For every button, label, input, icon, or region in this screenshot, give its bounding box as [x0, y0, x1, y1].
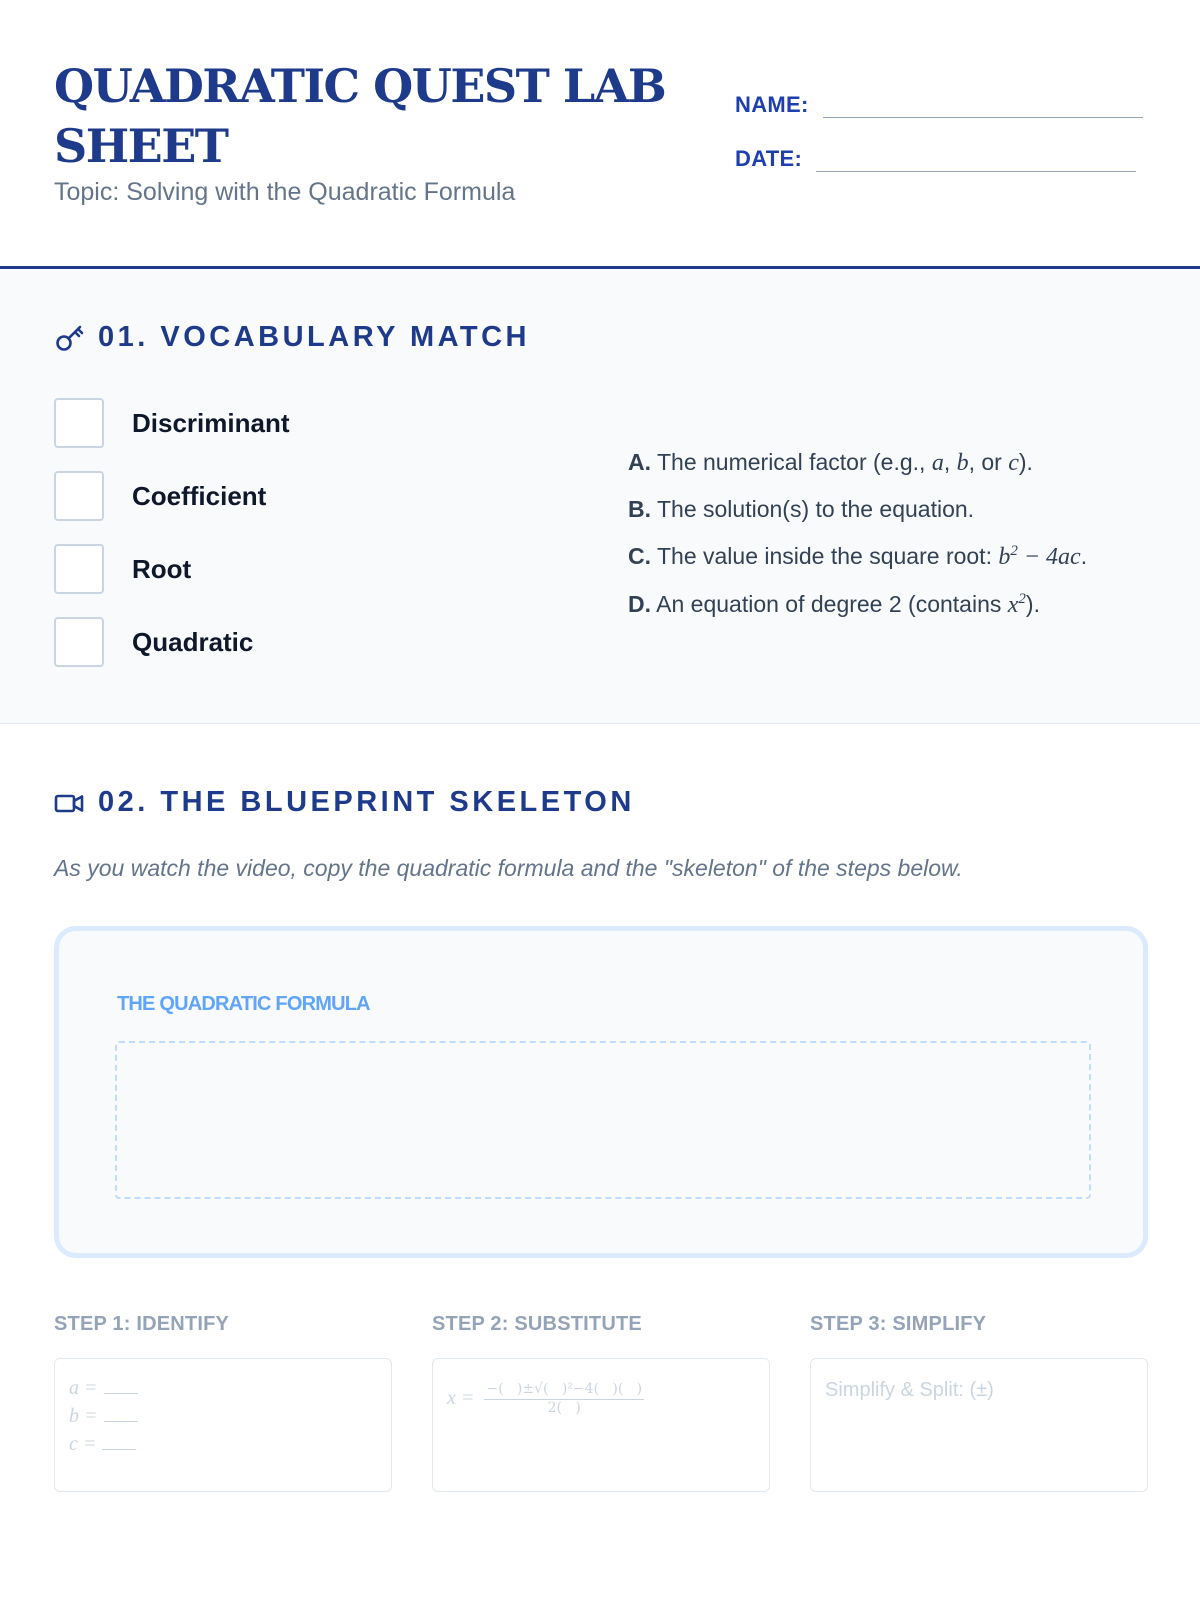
vocab-term: Root	[132, 553, 192, 584]
step-1-box[interactable]	[54, 1358, 392, 1492]
date-input-line[interactable]	[816, 147, 1136, 172]
formula-fraction	[484, 1381, 644, 1416]
identify-line: a =	[69, 1377, 138, 1400]
step-2-box[interactable]	[432, 1358, 770, 1492]
definition-text: , or	[968, 449, 1009, 475]
definition-text: The solution(s) to the equation.	[656, 496, 975, 522]
answer-box[interactable]	[54, 398, 104, 448]
vocab-item	[54, 398, 290, 448]
formula-lhs: x =	[447, 1387, 475, 1409]
vocab-item	[54, 617, 253, 667]
definition-text: ).	[1025, 591, 1040, 617]
substitute-template	[447, 1381, 644, 1416]
page-title: QUADRATIC QUEST LAB SHEET	[54, 59, 666, 173]
definition-text: An equation of degree 2 (contains	[656, 591, 1008, 617]
vocab-term: Coefficient	[132, 480, 267, 511]
date-field[interactable]	[735, 146, 1136, 172]
step-3-box[interactable]	[810, 1358, 1148, 1492]
definition-text: ).	[1018, 449, 1033, 475]
step-2-label: STEP 2: SUBSTITUTE	[432, 1313, 642, 1335]
simplify-hint: Simplify & Split: (±)	[825, 1379, 994, 1401]
definition-d	[628, 591, 1040, 619]
vocab-item	[54, 544, 191, 594]
definition-letter: B.	[628, 496, 651, 522]
identify-line: c =	[69, 1433, 136, 1456]
section-title: 01. VOCABULARY MATCH	[98, 321, 530, 353]
math-expression: $x^2$	[1007, 591, 1026, 618]
section-title: 02. THE BLUEPRINT SKELETON	[98, 786, 635, 818]
definition-text: The value inside the square root:	[656, 543, 999, 569]
step-1-label: STEP 1: IDENTIFY	[54, 1313, 230, 1335]
name-input-line[interactable]	[823, 93, 1143, 118]
math-var: c	[1008, 450, 1019, 476]
definition-letter: D.	[628, 591, 651, 617]
page-header	[0, 0, 1200, 269]
definition-c	[628, 543, 1087, 571]
date-label: DATE:	[735, 146, 803, 171]
key-icon	[54, 323, 84, 353]
vocab-term: Discriminant	[132, 407, 290, 438]
video-icon	[54, 788, 84, 818]
identify-line: b =	[69, 1405, 138, 1428]
vocab-term: Quadratic	[132, 626, 254, 657]
definition-text: .	[1080, 543, 1088, 569]
name-field[interactable]	[735, 92, 1143, 118]
vocab-item	[54, 471, 266, 521]
formula-write-area[interactable]	[115, 1041, 1091, 1199]
name-label: NAME:	[735, 92, 809, 117]
definition-letter: C.	[628, 543, 651, 569]
page-subtitle: Topic: Solving with the Quadratic Formula	[54, 178, 516, 206]
answer-box[interactable]	[54, 471, 104, 521]
answer-box[interactable]	[54, 544, 104, 594]
formula-label: THE QUADRATIC FORMULA	[117, 993, 370, 1015]
formula-denominator: 2( )	[547, 1400, 581, 1416]
definition-text: ,	[943, 449, 957, 475]
answer-box[interactable]	[54, 617, 104, 667]
section-instructions: As you watch the video, copy the quadratic formula and the "skeleton" of the steps below.	[54, 855, 963, 881]
formula-numerator: −( )±√( )²−4( )( )	[484, 1381, 644, 1400]
definition-letter: A.	[628, 449, 651, 475]
step-3-label: STEP 3: SIMPLIFY	[810, 1313, 987, 1335]
definition-b	[628, 496, 974, 523]
definition-text: The numerical factor (e.g.,	[656, 449, 932, 475]
math-expression: $b^2 - 4ac$	[998, 543, 1081, 570]
vocabulary-section	[0, 269, 1200, 724]
definition-a	[628, 449, 1033, 477]
math-var: b	[956, 450, 969, 476]
section-heading-vocabulary	[54, 321, 530, 354]
math-var: a	[931, 450, 944, 476]
formula-card	[54, 926, 1148, 1258]
section-heading-blueprint	[54, 786, 635, 819]
